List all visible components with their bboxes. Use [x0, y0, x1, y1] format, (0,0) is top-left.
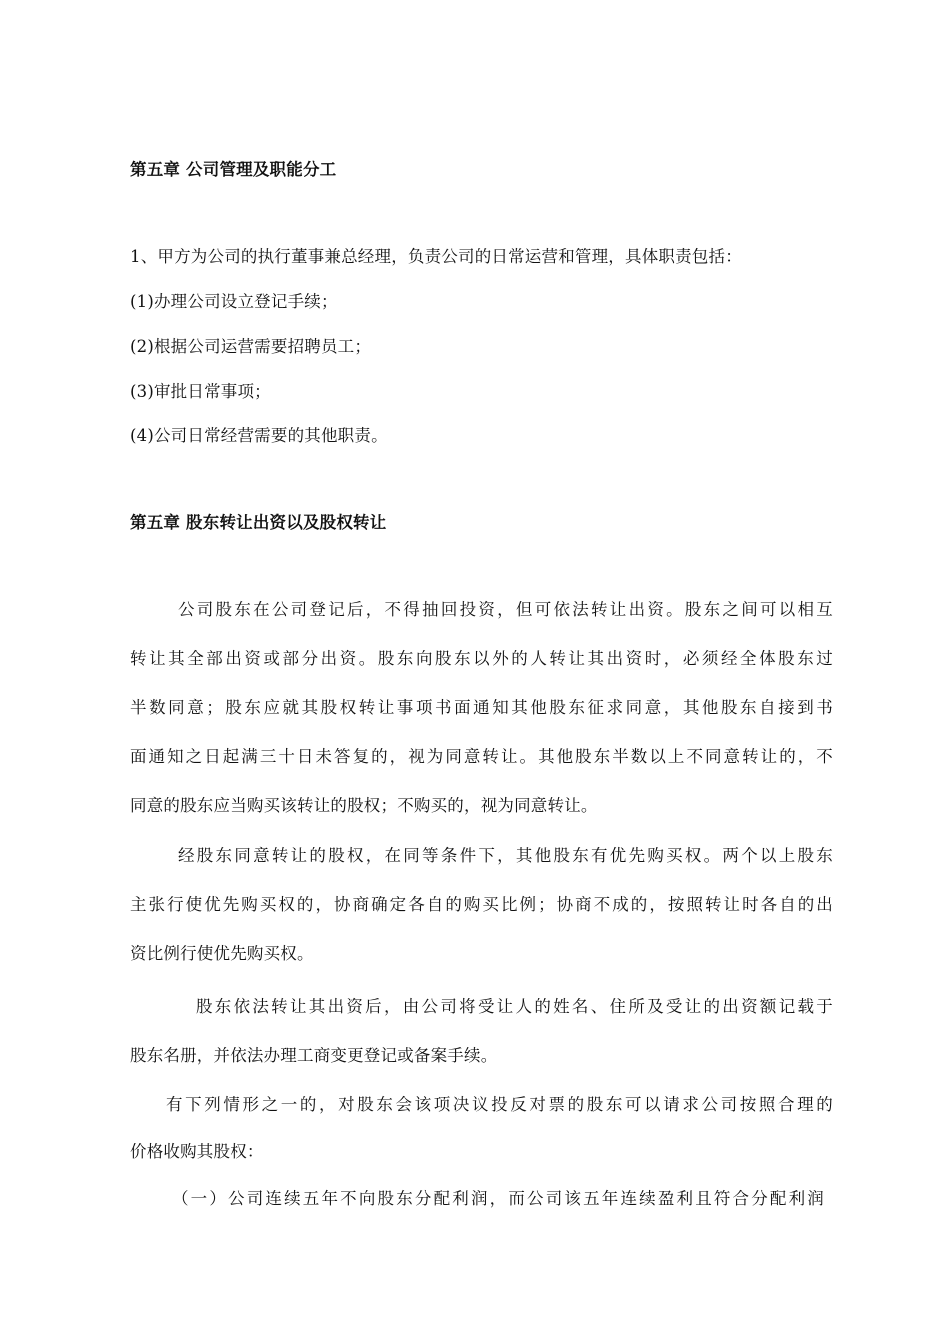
- paragraph-line: 有下列情形之一的，对股东会该项决议投反对票的股东可以请求公司按照合理的: [166, 1095, 833, 1114]
- paragraph-line: （一）公司连续五年不向股东分配利润，而公司该五年连续盈利且符合分配利润: [172, 1189, 824, 1208]
- paragraph-line: 股东依法转让其出资后，由公司将受让人的姓名、住所及受让的出资额记载于: [196, 997, 833, 1016]
- paragraph-line: 股东名册，并依法办理工商变更登记或备案手续。: [130, 1046, 498, 1065]
- chapter-heading-management: 第五章 公司管理及职能分工: [130, 160, 337, 179]
- paragraph-line: 转让其全部出资或部分出资。股东向股东以外的人转让其出资时，必须经全体股东过: [130, 649, 833, 668]
- paragraph-line: 面通知之日起满三十日未答复的，视为同意转让。其他股东半数以上不同意转让的，不: [130, 747, 833, 766]
- chapter-heading-transfer: 第五章 股东转让出资以及股权转让: [130, 513, 387, 532]
- paragraph-line: 价格收购其股权：: [130, 1142, 264, 1161]
- duty-item: (1)办理公司设立登记手续；: [130, 292, 338, 311]
- duties-intro: 1、甲方为公司的执行董事兼总经理，负责公司的日常运营和管理，具体职责包括：: [130, 247, 742, 266]
- paragraph-line: 经股东同意转让的股权，在同等条件下，其他股东有优先购买权。两个以上股东: [178, 846, 833, 865]
- paragraph-line: 主张行使优先购买权的，协商确定各自的购买比例；协商不成的，按照转让时各自的出: [130, 895, 833, 914]
- paragraph-line: 公司股东在公司登记后，不得抽回投资，但可依法转让出资。股东之间可以相互: [178, 600, 833, 619]
- paragraph-line: 资比例行使优先购买权。: [130, 944, 314, 963]
- duty-item: (4)公司日常经营需要的其他职责。: [130, 426, 388, 445]
- duty-item: (2)根据公司运营需要招聘员工；: [130, 337, 372, 356]
- duty-item: (3)审批日常事项；: [130, 382, 271, 401]
- paragraph-line: 同意的股东应当购买该转让的股权；不购买的，视为同意转让。: [130, 796, 598, 815]
- paragraph-line: 半数同意；股东应就其股权转让事项书面通知其他股东征求同意，其他股东自接到书: [130, 698, 833, 717]
